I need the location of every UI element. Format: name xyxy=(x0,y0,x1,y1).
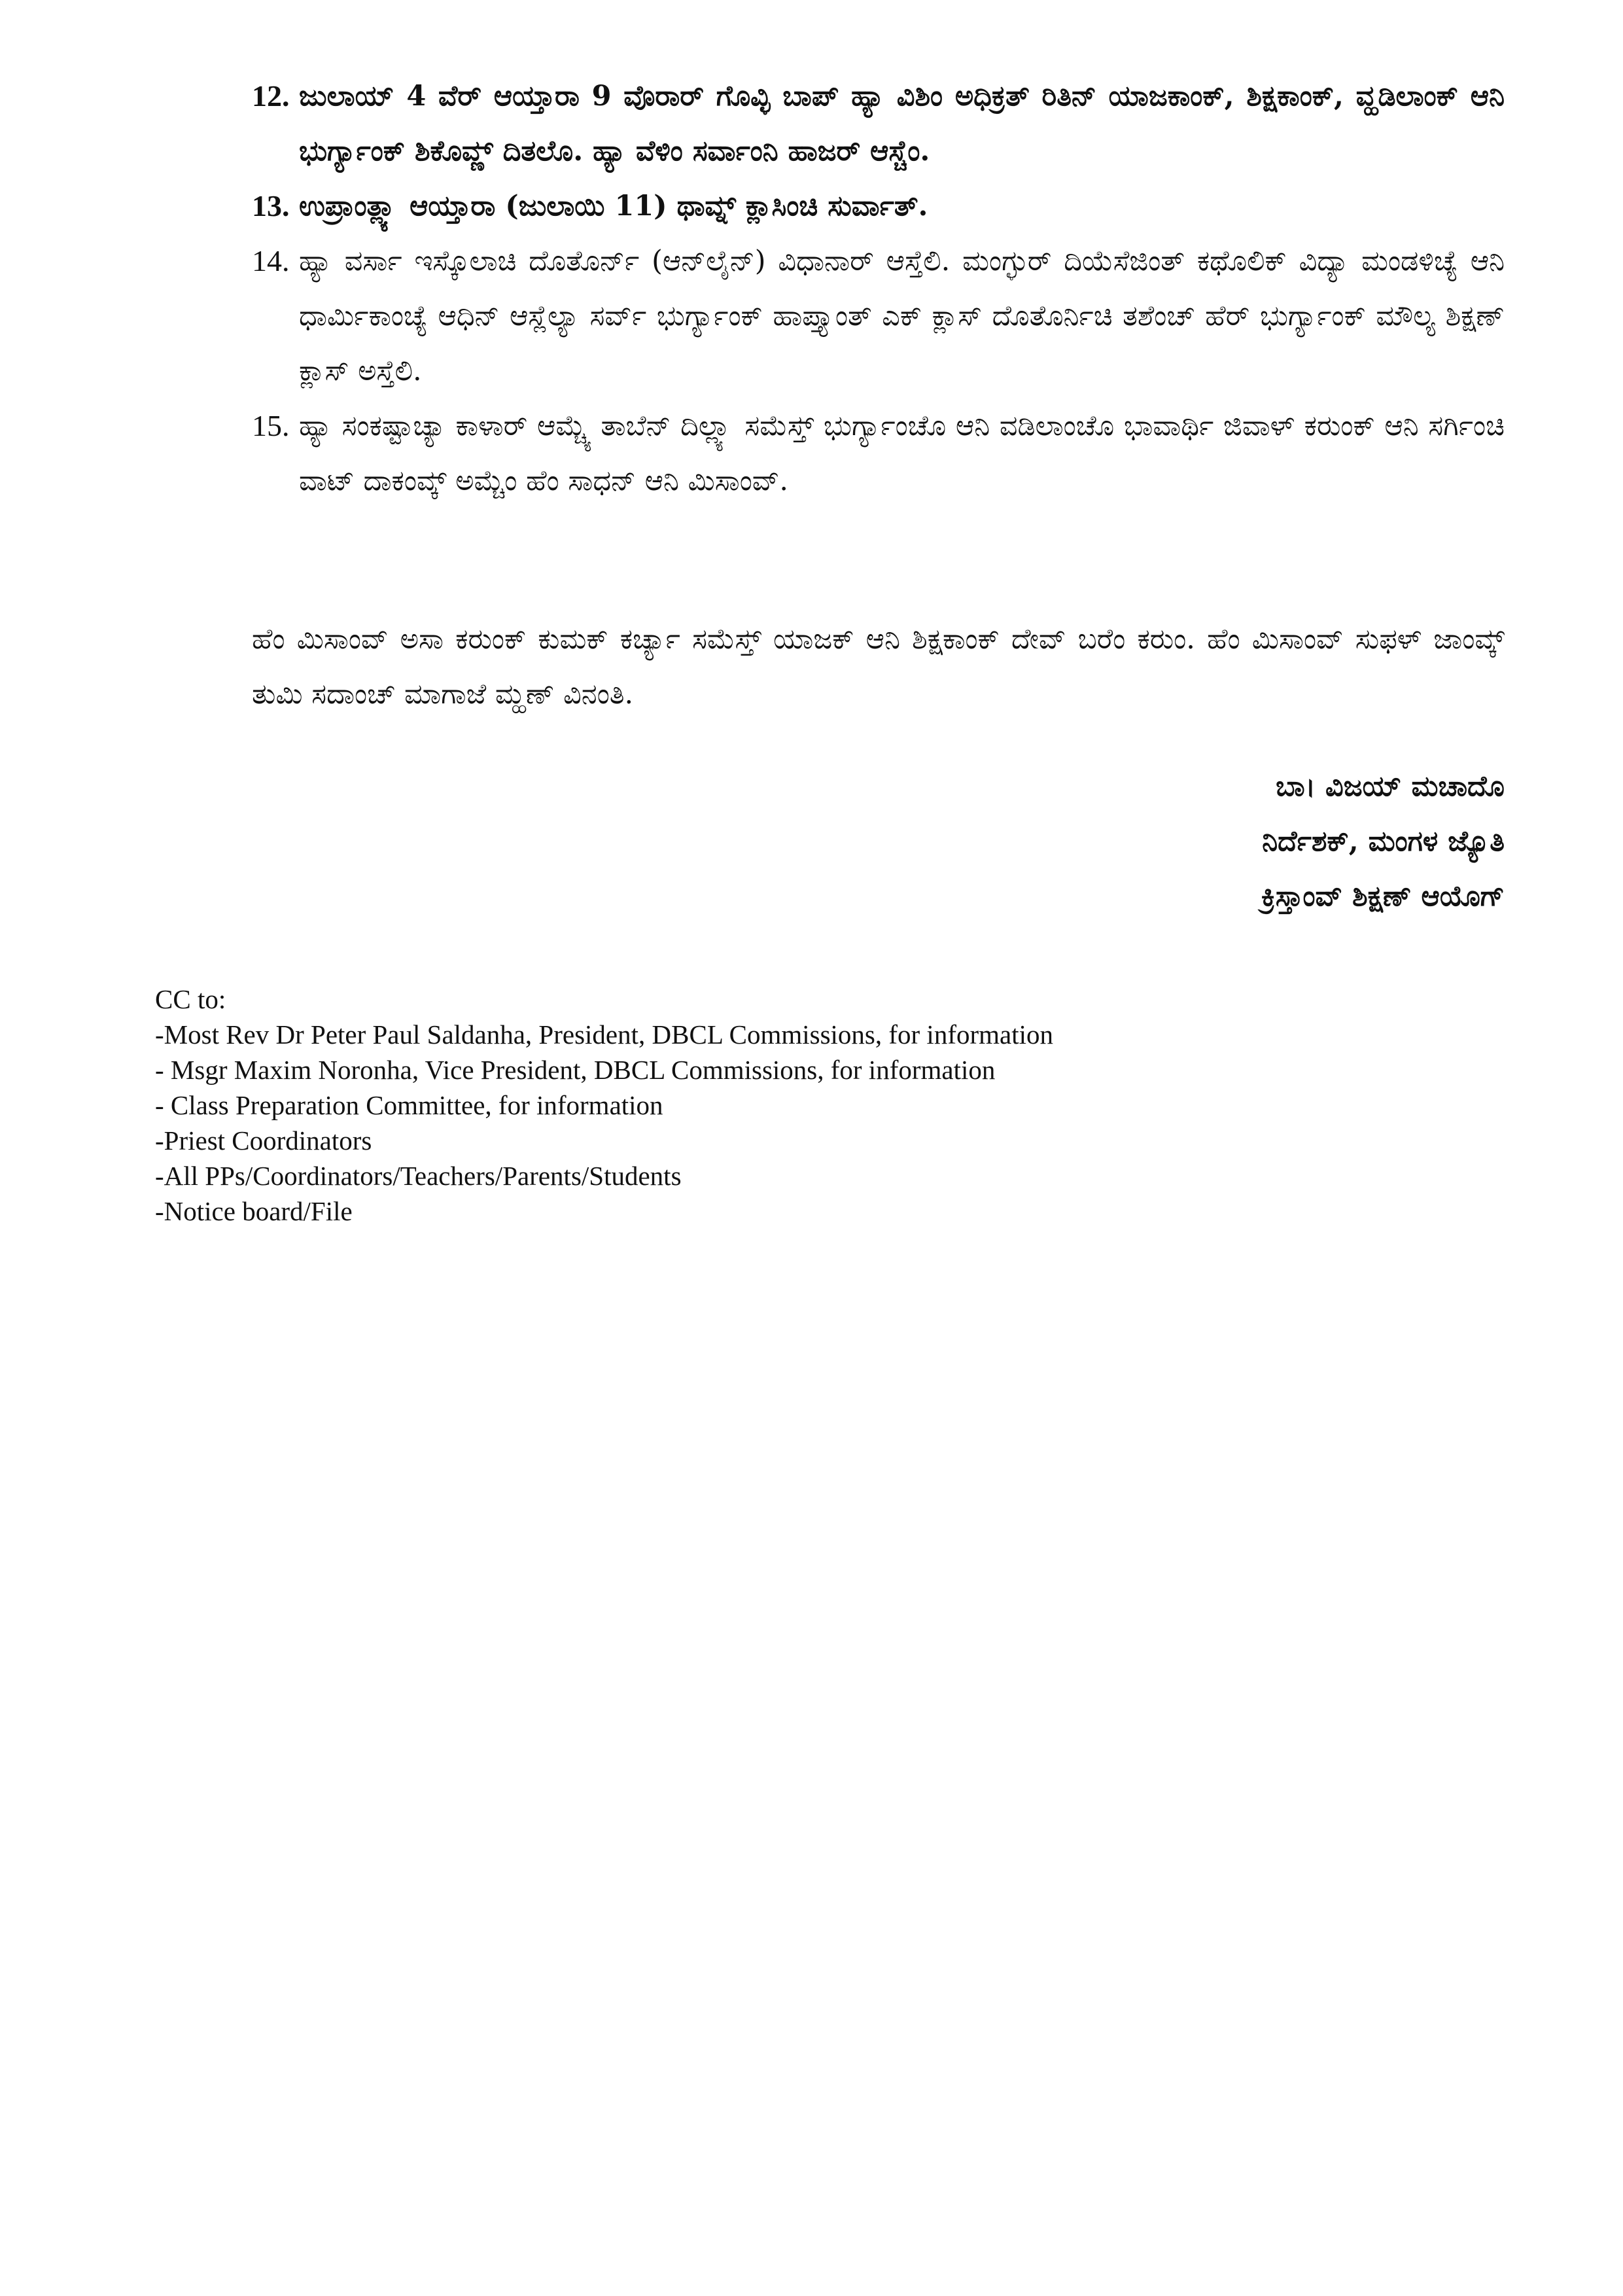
list-item-number: 14. xyxy=(252,244,290,277)
list-item-12 xyxy=(252,69,1505,179)
list-item-text: ಉಪ್ರಾಂತ್ಲ್ಯಾ ಆಯ್ತಾರಾ (ಜುಲಾಯಿ 11) ಥಾವ್ನ್ ಕ್ಲಾಸಿಂಚಿ ಸುರ್ವಾತ್. xyxy=(299,190,928,222)
list-item-15 xyxy=(252,398,1505,508)
list-item-13 xyxy=(252,179,1505,234)
cc-line: -Notice board/File xyxy=(155,1196,353,1226)
cc-line: - Msgr Maxim Noronha, Vice President, DBCL Commissions, for information xyxy=(155,1055,996,1085)
list-item-number: 13. xyxy=(252,189,290,222)
list-item-text: ಹ್ಯಾ ವರ್ಸಾ ಇಸ್ಕೊಲಾಚಿ ದೊತೊರ್ನ್ (ಆನ್‌ಲೈನ್) ವಿಧಾನಾರ್ ಆಸ್ತೆಲಿ. ಮಂಗ್ಳುರ್ ದಿಯೆಸೆಜಿಂತ್ ಕಥೊಲಿಕ್ ವಿದ್ಯಾ ಮಂಡಳಿಚ್ಯೆ ಆನಿ ಧಾರ್ಮಿಕಾಂಚ್ಯೆ ಆಧಿನ್ ಆಸ್ಲೆಲ್ಯಾ ಸರ್ವ್ ಭುರ್ಗ್ಯಾಂಕ್ ಹಾಪ್ತ್ಯಾಂತ್ ಎಕ್ ಕ್ಲಾಸ್ ದೊತೊರ್ನಿಚಿ ತಶೆಂಚ್ ಹೆರ್ ಭುರ್ಗ್ಯಾಂಕ್ ಮೌಲ್ಯ ಶಿಕ್ಷಣ್ ಕ್ಲಾಸ್ ಅಸ್ತೆಲಿ. xyxy=(299,245,1505,387)
signatory-name: ಬಾ। ವಿಜಯ್ ಮಚಾದೊ xyxy=(1276,770,1505,803)
list-item-text: ಜುಲಾಯ್ 4 ವೆರ್ ಆಯ್ತಾರಾ 9 ವೊರಾರ್ ಗೊವ್ಳಿ ಬಾಪ್ ಹ್ಯಾ ವಿಶಿಂ ಅಧಿಕ್ರತ್ ರಿತಿನ್ ಯಾಜಕಾಂಕ್, ಶಿಕ್ಷಕಾಂಕ್, ವ್ಹಡಿಲಾಂಕ್ ಆನಿ ಭುರ್ಗ್ಯಾಂಕ್ ಶಿಕೊವ್ಣ್ ದಿತಲೊ. ಹ್ಯಾ ವೆಳಿಂ ಸರ್ವಾಂನಿ ಹಾಜರ್ ಆಸ್ಚೆಂ. xyxy=(299,80,1505,168)
list-item-text: ಹ್ಯಾ ಸಂಕಷ್ಟಾಚ್ಯಾ ಕಾಳಾರ್ ಆಮ್ಚ್ಯೆ ತಾಬೆನ್ ದಿಲ್ಲ್ಯಾ ಸಮೆಸ್ತ್ ಭುರ್ಗ್ಯಾಂಚೊ ಆನಿ ವಡಿಲಾಂಚೊ ಭಾವಾರ್ಥಿ ಜಿವಾಳ್ ಕರುಂಕ್ ಆನಿ ಸರ್ಗಿಂಚಿ ವಾಟ್ ದಾಕಂವ್ಕ್ ಅಮ್ಚೆಂ ಹೆಂ ಸಾಧನ್ ಆನಿ ಮಿಸಾಂವ್. xyxy=(299,410,1505,497)
cc-line: -Most Rev Dr Peter Paul Saldanha, President, DBCL Commissions, for information xyxy=(155,1019,1053,1050)
numbered-list xyxy=(252,69,1505,508)
signatory-designation: ನಿರ್ದೆಶಕ್, ಮಂಗಳ ಜ್ಯೊತಿ xyxy=(1262,825,1505,858)
list-item-14 xyxy=(252,234,1505,398)
list-item-number: 15. xyxy=(252,409,290,442)
cc-heading: CC to: xyxy=(155,984,226,1014)
list-item-number: 12. xyxy=(252,79,290,113)
signature-block xyxy=(1261,759,1505,924)
signatory-organisation: ಕ್ರಿಸ್ತಾಂವ್ ಶಿಕ್ಷಣ್ ಆಯೊಗ್ xyxy=(1261,880,1505,913)
cc-line: - Class Preparation Committee, for information xyxy=(155,1090,663,1120)
closing-paragraph: ಹೆಂ ಮಿಸಾಂವ್ ಅಸಾ ಕರುಂಕ್ ಕುಮಕ್ ಕರ್ಚ್ಯಾ ಸಮೆಸ್ತ್ ಯಾಜಕ್ ಆನಿ ಶಿಕ್ಷಕಾಂಕ್ ದೇವ್ ಬರೆಂ ಕರುಂ. ಹೆಂ ಮಿಸಾಂವ್ ಸುಫಳ್ ಜಾಂವ್ಕ್ ತುಮಿ ಸದಾಂಚ್ ಮಾಗಾಜೆ ಮ್ಹಣ್ ವಿನಂತಿ. xyxy=(252,623,1505,711)
cc-line: -Priest Coordinators xyxy=(155,1125,372,1156)
cc-list xyxy=(155,981,1053,1229)
cc-line: -All PPs/Coordinators/Teachers/Parents/Students xyxy=(155,1161,682,1191)
